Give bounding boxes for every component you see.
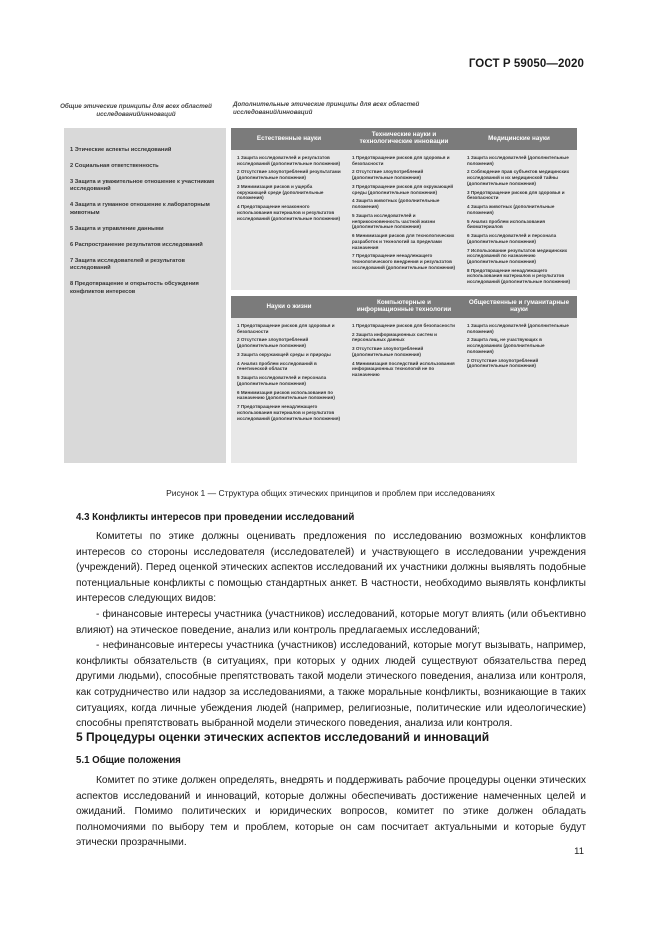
list-item: 5 Защита и управление данными: [70, 225, 164, 232]
list-item: 2 Отсутствие злоупотреблений результатами (дополнительные положения): [237, 169, 341, 181]
list-item: 4 Анализ проблем исследований в генетической области: [237, 360, 317, 372]
list-item: 2 Отсутствие злоупотреблений (дополнительные положения): [352, 169, 424, 181]
list-item: 5 Анализ проблем использования биоматериалов: [467, 218, 546, 230]
list-item: 4 Минимизация последствий использования информационных технологий не по назначению: [352, 360, 455, 378]
list-item: 1 Предотвращение рисков для здоровья и безопасности: [352, 155, 450, 166]
list-item: 4 Защита животных (дополнительные положения): [467, 204, 555, 215]
list-item: 3 Предотвращение рисков для окружающей среды (дополнительные положения): [352, 183, 454, 195]
paragraph: Комитеты по этике должны оценивать предложения по исследованию возможных конфликтов интересов со стороны исследователя (исследователей) и участвующего в исследовании учреждения (учреждений). Перед оценкой этических аспектов исследований их участники должны выявлять подобные потенциальные конфликты с помощью стандартных анкет. В частности, необходимо выявлять конфликты интересов следующих видов:: [76, 531, 586, 605]
list-item: 2 Отсутствие злоупотреблений (дополнительные положения): [237, 337, 309, 349]
list-item: 5 Защита исследователей и неприкосновенность частной жизни (дополнительные положения): [352, 212, 436, 230]
list-item: 6 Минимизация рисков для технологических разработок и технологий за пределами назначения: [352, 233, 455, 250]
column-header: Естественные науки: [231, 128, 347, 150]
figure-left-title: Общие этические принципы для всех областей исследований/инноваций: [60, 103, 212, 118]
list-item: 7 Предотвращение ненадлежащего использования материалов и результатов исследований (дополнительные положения): [237, 404, 341, 421]
general-principles-box: [64, 128, 226, 463]
list-item: 3 Отсутствие злоупотреблений (дополнительные положения): [467, 357, 539, 369]
list-item: 3 Защита и уважительное отношение к участникам исследований: [70, 179, 215, 193]
list-item: 4 Защита животных (дополнительные положения): [352, 198, 440, 210]
section-4-3-body: [76, 529, 586, 732]
list-item: 2 Социальная ответственность: [70, 163, 159, 169]
column-medical-sciences: [461, 128, 577, 290]
list-item: 2 Защита лиц, не участвующих в исследованиях (дополнительные положения): [467, 337, 545, 354]
column-header: Общественные и гуманитарные науки: [461, 296, 577, 318]
section-heading: 5 Процедуры оценки этических аспектов исследований и инноваций: [76, 730, 490, 744]
list-item: 3 Минимизация рисков и ущерба окружающей среде (дополнительные положения): [237, 183, 324, 201]
subsection-heading: 5.1 Общие положения: [76, 755, 181, 766]
column-header: Науки о жизни: [231, 296, 347, 318]
list-item: 4 Защита и гуманное отношение к лабораторным животным: [70, 202, 210, 216]
column-natural-sciences: [231, 128, 347, 290]
list-item: 1 Этические аспекты исследований: [70, 147, 172, 153]
list-item: 8 Предотвращение и открытость обсуждения конфликтов интересов: [70, 281, 199, 295]
section-5-1-body: [76, 773, 586, 851]
column-header: Технические науки и технологические инновации: [346, 128, 462, 150]
list-item: 5 Защита исследователей и персонала (дополнительные положения): [237, 375, 327, 386]
list-item: 1 Защита исследователей (дополнительные положения): [467, 323, 569, 334]
list-item: 2 Защита информационных систем и персональных данных: [352, 331, 437, 343]
list-item: 1 Предотвращение рисков для здоровья и безопасности: [237, 323, 335, 334]
list-item: 3 Защита окружающей среды и природы: [237, 351, 331, 357]
list-item: 1 Защита исследователей и результатов исследований (дополнительные положения): [237, 155, 341, 166]
list-item: 6 Защита исследователей и персонала (дополнительные положения): [467, 233, 557, 244]
column-technical-sciences: [346, 128, 462, 290]
column-social-humanities: [461, 296, 577, 463]
list-item: 3 Предотвращение рисков для здоровья и безопасности: [467, 189, 565, 201]
list-item: 1 Предотвращение рисков для безопасности: [352, 323, 455, 328]
paragraph: - финансовые интересы участника (участников) исследований, которые могут влиять (или объективно влияют) на этическое поведение, анализ или контроль предлагаемых исследований;: [76, 608, 586, 636]
list-item: 7 Использование результатов медицинских исследований по назначению (дополнительные положения): [467, 247, 568, 265]
section-heading: 4.3 Конфликты интересов при проведении исследований: [76, 512, 355, 523]
general-principles-list: [70, 147, 220, 305]
list-item: 2 Соблюдение прав субъектов медицинских исследований и их медицинской тайны (дополнительные положения): [467, 169, 570, 186]
figure-right-title: Дополнительные этические принципы для всех областей исследований/инноваций: [233, 101, 420, 116]
list-item: 7 Защита исследователей и результатов исследований: [70, 257, 185, 272]
paragraph: Комитет по этике должен определять, внедрять и поддерживать рабочие процедуры оценки этических аспектов исследований и инноваций, которые должны обеспечивать достижение намеченных целей и ожиданий. Помимо политических и юридических вопросов, комитет по этике должен обладать полномочиями по выбору тем и проблем, которые он сам посчитает актуальными и которые будут этически прозрачными.: [76, 775, 586, 849]
list-item: 7 Предотвращение ненадлежащего технологического внедрения и результатов исследований (дополнительные положения): [352, 253, 456, 270]
list-item: 8 Предотвращение ненадлежащего использования материалов и результатов исследований (дополнительные положения): [467, 267, 571, 285]
list-item: 1 Защита исследователей (дополнительные положения): [467, 155, 569, 166]
list-item: 6 Распространение результатов исследований: [70, 241, 203, 248]
figure-caption: Рисунок 1 — Структура общих этических принципов и проблем при исследованиях: [166, 488, 495, 498]
list-item: 3 Отсутствие злоупотреблений (дополнительные положения): [352, 346, 424, 357]
column-life-sciences: [231, 296, 347, 463]
page-number: 11: [574, 846, 584, 857]
column-header: Компьютерные и информационные технологии: [346, 296, 462, 318]
column-header: Медицинские науки: [461, 128, 577, 150]
standard-designation: ГОСТ Р 59050—2020: [468, 58, 584, 70]
paragraph: - нефинансовые интересы участника (участников) исследований, которые могут вызывать, например, конфликты обязательств (в ситуациях, при которых у одних людей существуют обязательства перед другими людьми), способные препятствовать такой модели этического поведения, анализа или контроля, как сотрудничество или надзор за исследованиями, а также моральные конфликты, возникающие в таких ситуациях, когда личные убеждения людей (например, религиозные, политические или идеологические) способны препятствовать выбранной модели этического поведения, анализа или контроля.: [76, 640, 586, 730]
list-item: 6 Минимизация рисков использования по назначению (дополнительные положения): [237, 389, 335, 401]
column-computer-technologies: [346, 296, 462, 463]
list-item: 4 Предотвращение незаконного использования материалов и результатов исследований (дополнительные положения): [237, 204, 341, 221]
